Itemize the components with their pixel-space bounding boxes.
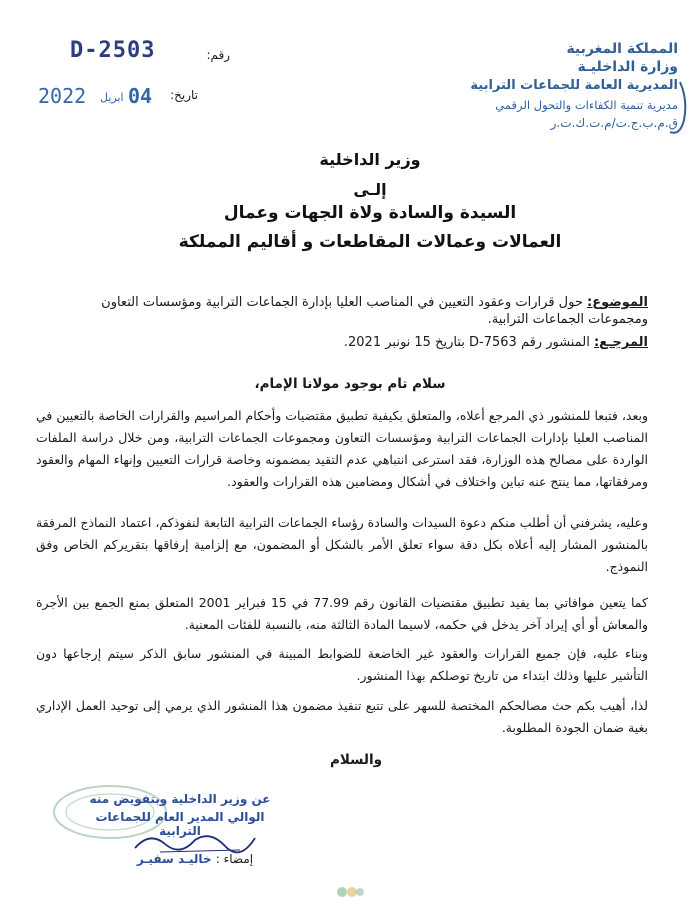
recipient-line-2: العمالات وعمالات المقاطعات و أقاليم المملكة [178, 232, 562, 252]
sub-directorate-name: مديرية تنمية الكفاءات والتحول الرقمي [495, 98, 678, 112]
body-paragraph: وبعد، فتبعا للمنشور ذي المرجع أعلاه، والمتعلق بكيفية تطبيق مقتضيات وأحكام المراسيم والقرارات الخاصة بالتعيين في المناصب العليا بإدارات الجماعات الترابية ومؤسسات التعاون ومجموعات الجماعات الترابية، ومن خلال دراسة الملفات الواردة على مصالح هذه الوزارة، فقد استرعى انتباهي عدم التقيد بمضمونه وخاصة قرارات التعيين وإنهاء المهام والعقود ومرفقاتها، مما ينتج عنه تباين واختلاف في أشكال ومضامين هذه القرارات والعقود. [36, 408, 648, 489]
to-label: إلـى [353, 180, 387, 199]
ministry-header [448, 40, 678, 132]
reference-number-row [70, 38, 230, 68]
sender-title: وزير الداخلية [319, 150, 421, 169]
body-paragraph: لذا، أهيب بكم حث مصالحكم المختصة للسهر على تتبع تنفيذ مضمون هذا المنشور الذي يرمي إلى توحيد العمل الإداري بغية ضمان الجودة المطلوبة. [36, 698, 648, 735]
kingdom-name: المملكة المغربية [566, 41, 678, 57]
subject-text: حول قرارات وعقود التعيين في المناصب العليا بإدارة الجماعات الترابية ومؤسسات التعاون ومجموعات الجماعات الترابية. [101, 295, 648, 327]
subject-label: الموضوع: [587, 295, 648, 310]
date-day: 04 [128, 84, 153, 108]
greeting: سلام تام بوجود مولانا الإمام، [254, 376, 446, 392]
signature-title-line: الوالي المدير العام للجماعات الترابية [95, 810, 265, 838]
date-row [38, 84, 198, 114]
header-ornament-icon [666, 80, 694, 140]
reference-text: المنشور رقم D-7563 بتاريخ 15 نونبر 2021. [343, 335, 594, 350]
reference-number: D-2503 [70, 38, 156, 63]
directorate-name: المديرية العامة للجماعات الترابية [470, 78, 678, 93]
signatory-name-line [110, 852, 280, 866]
signatory-label: إمضاء : [215, 852, 254, 866]
footer-emblem-icon [330, 884, 370, 900]
reference-number-label: رقم: [206, 48, 230, 62]
recipient-line-1: السيدة والسادة ولاة الجهات وعمال [223, 203, 517, 223]
date-month: ابريل [100, 91, 124, 104]
body-paragraph: كما يتعين موافاتي بما يفيد تطبيق مقتضيات القانون رقم 77.99 في 15 فبراير 2001 المتعلق بمنع الجمع بين الأجرة والمعاش أو أي إيراد آخر يدخل في حكمه، لاسيما المادة الثالثة منه، بالنسبة للفئات المعنية. [36, 595, 648, 632]
reference-label: المرجـع: [593, 335, 648, 350]
date-label: تاريخ: [170, 88, 198, 102]
signature-delegation-line: عن وزير الداخلية وبتفويض منه [89, 792, 271, 806]
office-code: ق.م.ب.ج.ت/م.ت.ك.ت.ر [550, 116, 678, 130]
subject-block [58, 294, 648, 328]
body-paragraph: وبناء عليه، فإن جميع القرارات والعقود غير الخاضعة للضوابط المبينة في المنشور سابق الذكر سيتم إرجاعها دون التأشير عليها وذلك ابتداء من تاريخ توصلكم بهذا المنشور. [36, 646, 648, 683]
signature-block [40, 780, 280, 890]
ministry-name: وزارة الداخليـة [577, 59, 678, 75]
signatory-name: خاليـد سفيـر [136, 852, 216, 866]
reference-block [58, 334, 648, 351]
date-year: 2022 [38, 84, 87, 108]
body-paragraph: وعليه، يشرفني أن أطلب منكم دعوة السيدات والسادة رؤساء الجماعات الترابية التابعة لنفوذكم، اعتماد النماذج المرفقة بالمنشور المشار إليه أعلاه بكل دقة سواء تعلق الأمر بالشكل أو المضمون، مع إلزامية إرفاقها بتقريركم الخاص وفق النموذج. [36, 515, 648, 574]
closing-salutation: والسلام [330, 752, 382, 768]
